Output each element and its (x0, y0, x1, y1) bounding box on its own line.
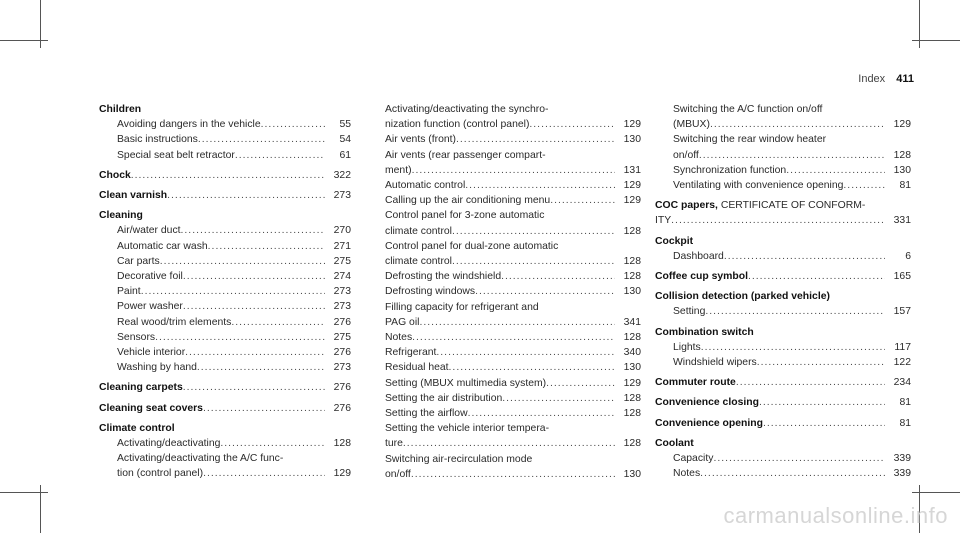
index-heading: Collision detection (parked vehicle) (655, 291, 830, 303)
page-ref: 128 (623, 408, 641, 420)
page-ref: 322 (333, 169, 351, 181)
index-heading: Cockpit (655, 235, 694, 247)
index-entry[interactable]: Windshield wipers ..... 122 (655, 355, 911, 370)
page-ref: 55 (339, 119, 351, 131)
page-ref: 128 (623, 332, 641, 344)
index-entry[interactable]: Paint ..... 273 (99, 284, 351, 299)
index-entry[interactable]: Convenience opening ..... 81 (655, 416, 911, 431)
page-ref: 128 (623, 392, 641, 404)
index-entry[interactable]: Capacity ..... 339 (655, 451, 911, 466)
index-entry[interactable]: Setting the airflow ..... 128 (385, 406, 641, 421)
index-heading: Climate control (99, 422, 175, 434)
index-entry[interactable]: Cleaning seat covers ..... 276 (99, 401, 351, 416)
index-entry[interactable]: Synchronization function ..... 130 (655, 163, 911, 178)
page-ref: 130 (623, 134, 641, 146)
page-ref: 128 (623, 438, 641, 450)
crop-mark (912, 492, 960, 493)
index-entry[interactable]: Lights ..... 117 (655, 340, 911, 355)
page-ref: 81 (899, 417, 911, 429)
index-entry[interactable]: Vehicle interior ..... 276 (99, 345, 351, 360)
page-ref: 130 (623, 468, 641, 480)
page-ref: 129 (623, 377, 641, 389)
index-column-3 (655, 102, 911, 481)
index-entry[interactable]: on/off ..... 128 (655, 148, 911, 163)
index-entry-line: Control panel for dual-zone automatic (385, 240, 559, 252)
index-entry[interactable]: Coffee cup symbol ..... 165 (655, 269, 911, 284)
index-heading: Children (99, 104, 142, 115)
index-entry[interactable]: Defrosting windows ..... 130 (385, 284, 641, 299)
index-entry[interactable]: Clean varnish ..... 273 (99, 188, 351, 203)
page-ref: 129 (333, 468, 351, 480)
page-header (858, 73, 914, 85)
page-ref: 117 (894, 341, 911, 353)
index-entry[interactable]: Avoiding dangers in the vehicle ..... 55 (99, 117, 351, 132)
page-ref: 128 (893, 149, 911, 161)
index-entry[interactable]: tion (control panel) ..... 129 (99, 466, 351, 481)
page-ref: 275 (333, 331, 351, 343)
page-ref: 157 (893, 306, 911, 318)
page-ref: 339 (893, 468, 911, 480)
index-column-2 (385, 102, 641, 482)
index-entry-line: Switching the A/C function on/off (673, 104, 823, 115)
page-ref: 129 (623, 180, 641, 192)
index-entry[interactable]: Decorative foil ..... 274 (99, 269, 351, 284)
index-entry-line: Switching the rear window heater (673, 134, 827, 146)
index-entry[interactable]: Real wood/trim elements ..... 276 (99, 315, 351, 330)
index-entry[interactable]: Special seat belt retractor ..... 61 (99, 148, 351, 163)
crop-mark (0, 492, 48, 493)
index-entry[interactable]: Activating/deactivating ..... 128 (99, 436, 351, 451)
index-entry-line: Activating/deactivating the synchro- (385, 104, 549, 115)
index-entry[interactable]: PAG oil ..... 341 (385, 315, 641, 330)
page-ref: 276 (333, 347, 351, 359)
page-ref: 131 (623, 164, 641, 176)
page-ref: 274 (333, 271, 351, 283)
index-entry[interactable]: (MBUX) ..... 129 (655, 117, 911, 132)
index-entry[interactable]: Defrosting the windshield ..... 128 (385, 269, 641, 284)
page-ref: 276 (333, 402, 351, 414)
page-number: 411 (896, 73, 914, 85)
index-entry[interactable]: climate control ..... 128 (385, 224, 641, 239)
page-ref: 130 (893, 164, 911, 176)
index-entry-line: COC papers, CERTIFICATE OF CONFORM- (655, 200, 866, 212)
index-entry[interactable]: Sensors ..... 275 (99, 330, 351, 345)
page-ref: 273 (333, 301, 351, 313)
index-entry[interactable]: Air vents (front) ..... 130 (385, 132, 641, 147)
page-ref: 339 (893, 453, 911, 465)
page-ref: 270 (333, 225, 351, 237)
page-ref: 273 (333, 286, 351, 298)
index-entry[interactable]: Ventilating with convenience opening ..... 81 (655, 178, 911, 193)
index-entry[interactable]: ture ..... 128 (385, 436, 641, 451)
index-entry-line: Setting the vehicle interior tempera- (385, 423, 550, 435)
index-entry[interactable]: Power washer ..... 273 (99, 299, 351, 314)
index-column-1 (99, 102, 351, 482)
page-ref: 275 (333, 255, 351, 267)
page-ref: 273 (333, 190, 351, 202)
index-entry[interactable]: Residual heat ..... 130 (385, 360, 641, 375)
page-ref: 340 (623, 347, 641, 359)
page-ref: 271 (333, 240, 351, 252)
page-ref: 6 (905, 250, 911, 262)
page-ref: 128 (623, 225, 641, 237)
page-ref: 122 (893, 357, 911, 369)
index-entry[interactable]: Chock ..... 322 (99, 168, 351, 183)
index-entry-line: Air vents (rear passenger compart- (385, 149, 546, 161)
page-ref: 331 (893, 215, 911, 227)
index-entry[interactable]: ment) ..... 131 (385, 163, 641, 178)
index-entry[interactable]: Automatic control ..... 129 (385, 178, 641, 193)
page-ref: 341 (623, 316, 641, 328)
index-entry[interactable]: Basic instructions ..... 54 (99, 132, 351, 147)
index-entry-line: Switching air-recirculation mode (385, 453, 533, 465)
index-entry[interactable]: Washing by hand ..... 273 (99, 360, 351, 375)
index-entry[interactable]: Automatic car wash ..... 271 (99, 239, 351, 254)
index-entry[interactable]: on/off ..... 130 (385, 467, 641, 482)
page-ref: 129 (893, 119, 911, 131)
index-entry[interactable]: Notes ..... 339 (655, 466, 911, 481)
index-entry[interactable]: Cleaning carpets ..... 276 (99, 380, 351, 395)
index-entry[interactable]: climate control ..... 128 (385, 254, 641, 269)
index-heading: Coolant (655, 437, 694, 449)
page-ref: 81 (899, 397, 911, 409)
crop-mark (0, 40, 48, 41)
page-ref: 128 (333, 438, 351, 450)
page-ref: 234 (893, 377, 911, 389)
index-entry[interactable]: Setting ..... 157 (655, 304, 911, 319)
index-entry[interactable]: Dashboard ..... 6 (655, 249, 911, 264)
index-entry-line: Activating/deactivating the A/C func- (117, 453, 284, 465)
index-entry[interactable]: Commuter route ..... 234 (655, 375, 911, 390)
page-ref: 54 (339, 134, 351, 146)
index-entry[interactable]: Air/water duct ..... 270 (99, 223, 351, 238)
index-entry[interactable]: ITY ..... 331 (655, 213, 911, 228)
index-entry-line: Filling capacity for refrigerant and (385, 301, 539, 313)
page-ref: 130 (623, 362, 641, 374)
page-ref: 128 (623, 256, 641, 268)
index-entry[interactable]: Convenience closing ..... 81 (655, 395, 911, 410)
page-ref: 61 (339, 149, 351, 161)
index-entry[interactable]: Setting (MBUX multimedia system) ..... 129 (385, 376, 641, 391)
page-ref: 273 (333, 362, 351, 374)
crop-mark (912, 40, 960, 41)
page-ref: 81 (899, 180, 911, 192)
page-ref: 276 (333, 316, 351, 328)
index-entry-line: Control panel for 3-zone automatic (385, 210, 545, 222)
index-entry[interactable]: Car parts ..... 275 (99, 254, 351, 269)
page-ref: 129 (623, 119, 641, 131)
page-ref: 128 (623, 271, 641, 283)
watermark: carmanualsonline.info (723, 503, 948, 528)
index-heading: Combination switch (655, 326, 754, 338)
index-entry[interactable]: Refrigerant ..... 340 (385, 345, 641, 360)
page-ref: 165 (893, 271, 911, 283)
index-entry[interactable]: Calling up the air conditioning menu ..... 129 (385, 193, 641, 208)
index-entry[interactable]: Setting the air distribution ..... 128 (385, 391, 641, 406)
index-entry[interactable]: nization function (control panel) ..... 129 (385, 117, 641, 132)
section-label: Index (858, 73, 886, 85)
index-heading: Cleaning (99, 210, 143, 222)
page-ref: 130 (623, 286, 641, 298)
index-entry[interactable]: Notes ..... 128 (385, 330, 641, 345)
page-ref: 129 (623, 195, 641, 207)
page-ref: 276 (333, 382, 351, 394)
